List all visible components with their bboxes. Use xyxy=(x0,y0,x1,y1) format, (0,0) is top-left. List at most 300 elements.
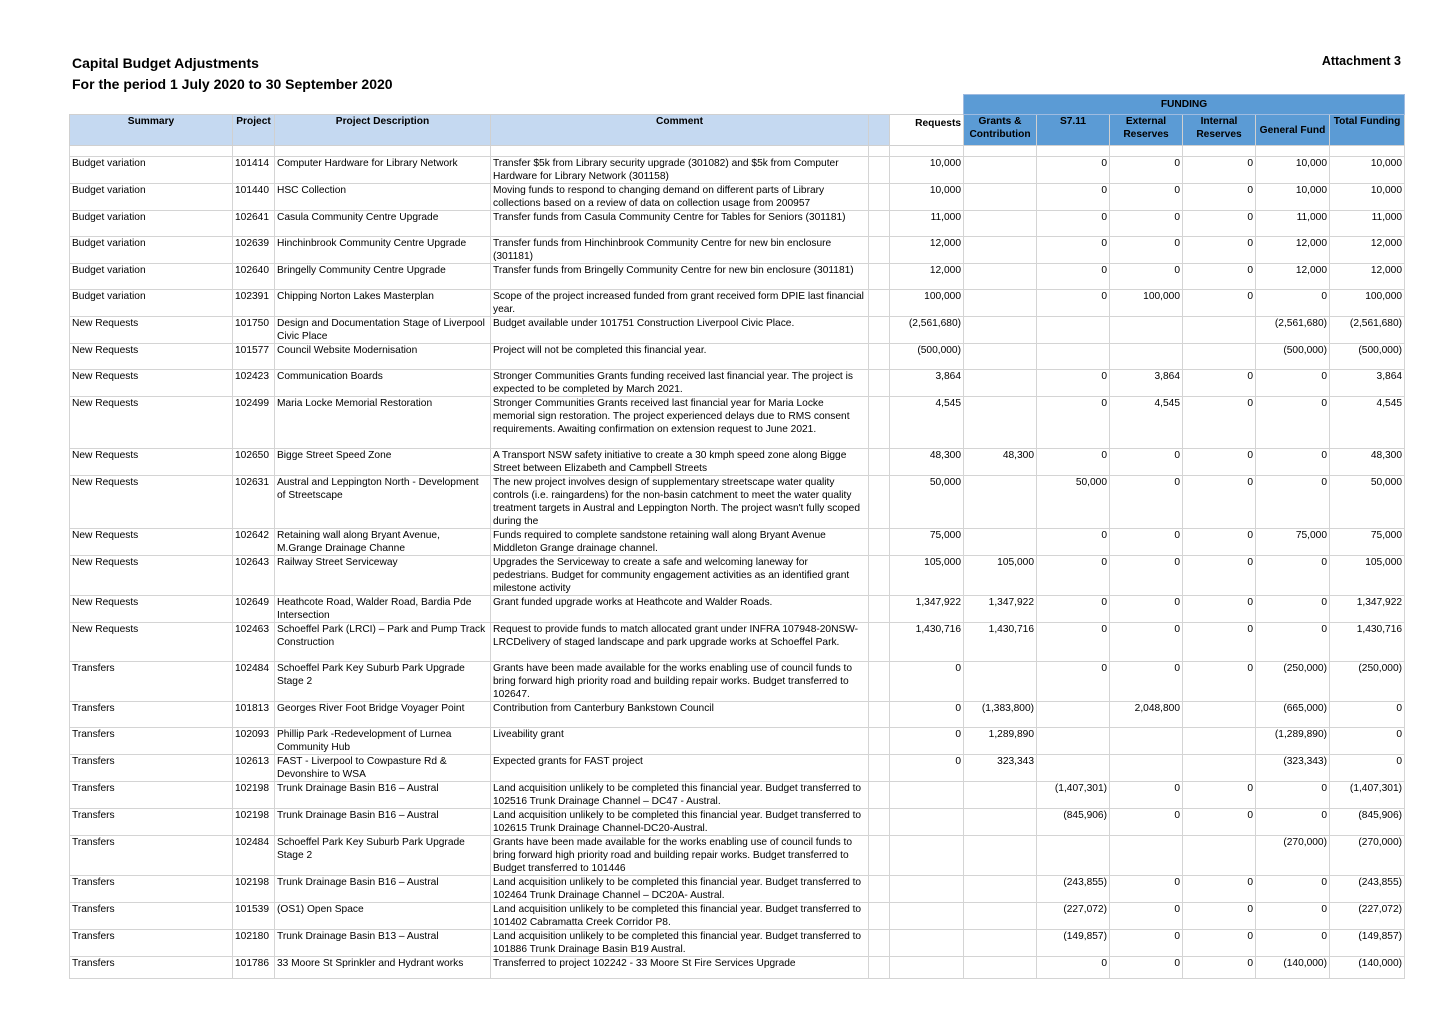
cell-s711: 0 xyxy=(1037,662,1110,702)
cell-grants: 1,430,716 xyxy=(964,623,1037,662)
col-grants: Grants & Contribution xyxy=(964,115,1037,146)
cell-summary: New Requests xyxy=(70,529,233,556)
cell-total: 75,000 xyxy=(1330,529,1405,556)
cell-description: Communication Boards xyxy=(275,370,491,397)
cell-requests: (2,561,680) xyxy=(890,317,964,344)
cell-grants xyxy=(964,237,1037,264)
cell-project: 102499 xyxy=(233,397,275,449)
cell-external: 0 xyxy=(1110,876,1183,903)
cell-comment: Transfer funds from Bringelly Community Centre for new bin enclosure (301181) xyxy=(491,264,869,290)
cell-total: (140,000) xyxy=(1330,957,1405,979)
cell-internal: 0 xyxy=(1183,930,1256,957)
cell-comment: Stronger Communities Grants received last financial year for Maria Locke memorial sign restoration. The project experienced delays due to RMS consent requirements. Awaiting confirmation on extension request to June 2021. xyxy=(491,397,869,449)
cell-total: (250,000) xyxy=(1330,662,1405,702)
table-row xyxy=(70,876,1405,903)
cell-grants xyxy=(964,476,1037,529)
cell-s711: 0 xyxy=(1037,596,1110,623)
cell-internal: 0 xyxy=(1183,157,1256,184)
cell-total: 0 xyxy=(1330,728,1405,755)
cell-requests xyxy=(890,876,964,903)
cell-grants xyxy=(964,184,1037,211)
cell-total: 12,000 xyxy=(1330,237,1405,264)
cell-summary: Transfers xyxy=(70,809,233,836)
cell-description: Chipping Norton Lakes Masterplan xyxy=(275,290,491,317)
cell-requests: 50,000 xyxy=(890,476,964,529)
table-row xyxy=(70,930,1405,957)
cell-summary: Budget variation xyxy=(70,290,233,317)
cell-internal: 0 xyxy=(1183,397,1256,449)
table-row xyxy=(70,317,1405,344)
cell-spacer xyxy=(869,930,890,957)
cell-project: 102391 xyxy=(233,290,275,317)
cell-general: (250,000) xyxy=(1256,662,1330,702)
cell-internal: 0 xyxy=(1183,529,1256,556)
col-internal: Internal Reserves xyxy=(1183,115,1256,146)
cell-external: 0 xyxy=(1110,957,1183,979)
table-row xyxy=(70,370,1405,397)
cell-description: Schoeffel Park Key Suburb Park Upgrade Stage 2 xyxy=(275,662,491,702)
budget-table xyxy=(69,94,1405,979)
cell-s711 xyxy=(1037,836,1110,876)
cell-grants: 48,300 xyxy=(964,449,1037,476)
col-external: External Reserves xyxy=(1110,115,1183,146)
cell-internal xyxy=(1183,344,1256,370)
cell-spacer xyxy=(869,476,890,529)
cell-comment: Transferred to project 102242 - 33 Moore St Fire Services Upgrade xyxy=(491,957,869,979)
cell-general: (270,000) xyxy=(1256,836,1330,876)
cell-general: 75,000 xyxy=(1256,529,1330,556)
cell-project: 102463 xyxy=(233,623,275,662)
cell-spacer xyxy=(869,596,890,623)
cell-summary: New Requests xyxy=(70,397,233,449)
cell-spacer xyxy=(869,556,890,596)
cell-grants xyxy=(964,957,1037,979)
cell-comment: Contribution from Canterbury Bankstown Council xyxy=(491,702,869,728)
cell-s711: (227,072) xyxy=(1037,903,1110,930)
col-total: Total Funding xyxy=(1330,115,1405,146)
cell-summary: New Requests xyxy=(70,449,233,476)
cell-requests: 3,864 xyxy=(890,370,964,397)
cell-comment: Land acquisition unlikely to be completed this financial year. Budget transferred to 101402 Cabramatta Creek Corridor P8. xyxy=(491,903,869,930)
cell-total: 50,000 xyxy=(1330,476,1405,529)
cell-spacer xyxy=(869,184,890,211)
cell-summary: New Requests xyxy=(70,556,233,596)
cell-requests xyxy=(890,903,964,930)
cell-description: Austral and Leppington North - Development of Streetscape xyxy=(275,476,491,529)
cell-description: 33 Moore St Sprinkler and Hydrant works xyxy=(275,957,491,979)
column-header-row xyxy=(70,115,1405,146)
cell-project: 102198 xyxy=(233,782,275,809)
cell-general: 0 xyxy=(1256,930,1330,957)
cell-external xyxy=(1110,836,1183,876)
cell-total: 10,000 xyxy=(1330,157,1405,184)
cell-general: 0 xyxy=(1256,809,1330,836)
cell-s711: 0 xyxy=(1037,157,1110,184)
cell-external: 0 xyxy=(1110,809,1183,836)
cell-summary: Transfers xyxy=(70,903,233,930)
cell-external: 0 xyxy=(1110,903,1183,930)
cell-grants: (1,383,800) xyxy=(964,702,1037,728)
cell-total: 3,864 xyxy=(1330,370,1405,397)
cell-general: 0 xyxy=(1256,476,1330,529)
cell-description: Georges River Foot Bridge Voyager Point xyxy=(275,702,491,728)
cell-project: 102643 xyxy=(233,556,275,596)
cell-requests xyxy=(890,957,964,979)
cell-external: 100,000 xyxy=(1110,290,1183,317)
table-row xyxy=(70,449,1405,476)
cell-internal: 0 xyxy=(1183,556,1256,596)
cell-external: 3,864 xyxy=(1110,370,1183,397)
cell-requests: 0 xyxy=(890,728,964,755)
cell-external xyxy=(1110,755,1183,782)
report-title: Capital Budget Adjustments xyxy=(72,55,259,71)
cell-internal: 0 xyxy=(1183,264,1256,290)
cell-project: 102423 xyxy=(233,370,275,397)
cell-internal: 0 xyxy=(1183,476,1256,529)
cell-grants xyxy=(964,903,1037,930)
cell-total: (270,000) xyxy=(1330,836,1405,876)
col-comment: Comment xyxy=(491,115,869,146)
cell-internal: 0 xyxy=(1183,903,1256,930)
cell-total: 48,300 xyxy=(1330,449,1405,476)
header-gap-row xyxy=(70,146,1405,157)
cell-general: 0 xyxy=(1256,290,1330,317)
cell-requests: 1,347,922 xyxy=(890,596,964,623)
cell-requests: 12,000 xyxy=(890,264,964,290)
cell-spacer xyxy=(869,211,890,237)
cell-external xyxy=(1110,728,1183,755)
cell-spacer xyxy=(869,957,890,979)
cell-s711: 0 xyxy=(1037,370,1110,397)
cell-s711: (243,855) xyxy=(1037,876,1110,903)
cell-grants xyxy=(964,397,1037,449)
cell-requests: (500,000) xyxy=(890,344,964,370)
cell-comment: Upgrades the Serviceway to create a safe and welcoming laneway for pedestrians. Budget for community engagement activities as an identified grant milestone activity xyxy=(491,556,869,596)
cell-requests: 75,000 xyxy=(890,529,964,556)
table-row xyxy=(70,344,1405,370)
cell-description: Council Website Modernisation xyxy=(275,344,491,370)
cell-general: 0 xyxy=(1256,782,1330,809)
cell-grants xyxy=(964,836,1037,876)
cell-external: 0 xyxy=(1110,782,1183,809)
cell-summary: Budget variation xyxy=(70,157,233,184)
cell-s711: 0 xyxy=(1037,184,1110,211)
cell-description: Casula Community Centre Upgrade xyxy=(275,211,491,237)
cell-spacer xyxy=(869,397,890,449)
cell-total: (227,072) xyxy=(1330,903,1405,930)
cell-grants: 323,343 xyxy=(964,755,1037,782)
cell-summary: Budget variation xyxy=(70,237,233,264)
cell-comment: Liveability grant xyxy=(491,728,869,755)
cell-internal: 0 xyxy=(1183,184,1256,211)
cell-spacer xyxy=(869,370,890,397)
cell-grants xyxy=(964,662,1037,702)
table-row xyxy=(70,290,1405,317)
cell-description: HSC Collection xyxy=(275,184,491,211)
cell-description: Retaining wall along Bryant Avenue, M.Grange Drainage Channe xyxy=(275,529,491,556)
cell-requests: 10,000 xyxy=(890,157,964,184)
cell-summary: Transfers xyxy=(70,957,233,979)
cell-spacer xyxy=(869,157,890,184)
cell-s711: (1,407,301) xyxy=(1037,782,1110,809)
col-summary: Summary xyxy=(70,115,233,146)
cell-comment: The new project involves design of supplementary streetscape water quality controls (i.e. raingardens) for the non-basin catchment to meet the water quality treatment targets in Austral and Leppington North. The project wasn't fully scoped during the xyxy=(491,476,869,529)
table-row xyxy=(70,662,1405,702)
cell-grants xyxy=(964,344,1037,370)
cell-project: 101786 xyxy=(233,957,275,979)
table-row xyxy=(70,728,1405,755)
cell-total: 12,000 xyxy=(1330,264,1405,290)
cell-general: 0 xyxy=(1256,623,1330,662)
table-row xyxy=(70,782,1405,809)
cell-s711: 0 xyxy=(1037,290,1110,317)
cell-grants xyxy=(964,211,1037,237)
cell-project: 101539 xyxy=(233,903,275,930)
cell-description: Schoeffel Park (LRCI) – Park and Pump Track Construction xyxy=(275,623,491,662)
cell-grants xyxy=(964,876,1037,903)
cell-spacer xyxy=(869,809,890,836)
cell-requests xyxy=(890,809,964,836)
cell-total: (2,561,680) xyxy=(1330,317,1405,344)
cell-comment: Land acquisition unlikely to be completed this financial year. Budget transferred to 102464 Trunk Drainage Channel – DC20A- Austral. xyxy=(491,876,869,903)
cell-total: 0 xyxy=(1330,702,1405,728)
cell-s711 xyxy=(1037,317,1110,344)
cell-spacer xyxy=(869,529,890,556)
cell-internal xyxy=(1183,702,1256,728)
cell-description: Hinchinbrook Community Centre Upgrade xyxy=(275,237,491,264)
cell-description: Trunk Drainage Basin B16 – Austral xyxy=(275,809,491,836)
cell-summary: New Requests xyxy=(70,317,233,344)
cell-general: 0 xyxy=(1256,449,1330,476)
report-period: For the period 1 July 2020 to 30 September 2020 xyxy=(72,76,393,92)
cell-external: 0 xyxy=(1110,449,1183,476)
cell-external: 0 xyxy=(1110,184,1183,211)
cell-grants xyxy=(964,157,1037,184)
attachment-label: Attachment 3 xyxy=(1321,54,1401,68)
cell-comment: Land acquisition unlikely to be completed this financial year. Budget transferred to 102615 Trunk Drainage Channel-DC20-Austral. xyxy=(491,809,869,836)
cell-external: 0 xyxy=(1110,623,1183,662)
col-spacer xyxy=(869,115,890,146)
cell-internal: 0 xyxy=(1183,211,1256,237)
cell-project: 101577 xyxy=(233,344,275,370)
table-row xyxy=(70,903,1405,930)
cell-project: 102180 xyxy=(233,930,275,957)
cell-requests: 105,000 xyxy=(890,556,964,596)
cell-internal xyxy=(1183,728,1256,755)
col-description: Project Description xyxy=(275,115,491,146)
cell-requests: 0 xyxy=(890,755,964,782)
cell-total: 11,000 xyxy=(1330,211,1405,237)
cell-project: 102642 xyxy=(233,529,275,556)
cell-comment: Scope of the project increased funded from grant received form DPIE last financial year. xyxy=(491,290,869,317)
cell-internal: 0 xyxy=(1183,782,1256,809)
cell-internal: 0 xyxy=(1183,809,1256,836)
cell-s711 xyxy=(1037,702,1110,728)
cell-internal: 0 xyxy=(1183,596,1256,623)
cell-external: 0 xyxy=(1110,529,1183,556)
cell-summary: Transfers xyxy=(70,836,233,876)
cell-requests xyxy=(890,782,964,809)
cell-s711: 0 xyxy=(1037,397,1110,449)
cell-project: 102484 xyxy=(233,836,275,876)
cell-grants xyxy=(964,370,1037,397)
cell-summary: New Requests xyxy=(70,623,233,662)
col-general: General Fund xyxy=(1256,115,1330,146)
cell-general: 0 xyxy=(1256,876,1330,903)
col-requests: Requests xyxy=(890,115,964,146)
cell-summary: New Requests xyxy=(70,370,233,397)
cell-project: 102093 xyxy=(233,728,275,755)
cell-total: 1,430,716 xyxy=(1330,623,1405,662)
cell-external: 0 xyxy=(1110,237,1183,264)
cell-description: Trunk Drainage Basin B13 – Austral xyxy=(275,930,491,957)
cell-description: (OS1) Open Space xyxy=(275,903,491,930)
cell-general: 10,000 xyxy=(1256,157,1330,184)
cell-internal: 0 xyxy=(1183,623,1256,662)
cell-grants xyxy=(964,290,1037,317)
cell-s711 xyxy=(1037,728,1110,755)
cell-requests: 0 xyxy=(890,662,964,702)
cell-project: 101414 xyxy=(233,157,275,184)
cell-spacer xyxy=(869,903,890,930)
cell-s711: 0 xyxy=(1037,264,1110,290)
cell-summary: Budget variation xyxy=(70,184,233,211)
cell-description: FAST - Liverpool to Cowpasture Rd & Devonshire to WSA xyxy=(275,755,491,782)
cell-s711: (845,906) xyxy=(1037,809,1110,836)
cell-total: (500,000) xyxy=(1330,344,1405,370)
cell-total: 0 xyxy=(1330,755,1405,782)
table-row xyxy=(70,755,1405,782)
cell-total: (845,906) xyxy=(1330,809,1405,836)
cell-general: 0 xyxy=(1256,596,1330,623)
cell-requests: 48,300 xyxy=(890,449,964,476)
cell-grants xyxy=(964,529,1037,556)
cell-general: (1,289,890) xyxy=(1256,728,1330,755)
table-row xyxy=(70,957,1405,979)
cell-comment: Expected grants for FAST project xyxy=(491,755,869,782)
cell-project: 102484 xyxy=(233,662,275,702)
cell-external: 4,545 xyxy=(1110,397,1183,449)
cell-external xyxy=(1110,317,1183,344)
cell-total: (1,407,301) xyxy=(1330,782,1405,809)
cell-spacer xyxy=(869,237,890,264)
cell-requests: 100,000 xyxy=(890,290,964,317)
cell-requests: 0 xyxy=(890,702,964,728)
cell-spacer xyxy=(869,662,890,702)
col-s711: S7.11 xyxy=(1037,115,1110,146)
cell-general: 0 xyxy=(1256,556,1330,596)
cell-requests: 1,430,716 xyxy=(890,623,964,662)
cell-grants xyxy=(964,930,1037,957)
cell-total: 105,000 xyxy=(1330,556,1405,596)
cell-external: 0 xyxy=(1110,930,1183,957)
cell-spacer xyxy=(869,290,890,317)
cell-summary: Budget variation xyxy=(70,264,233,290)
funding-header: FUNDING xyxy=(964,95,1405,115)
cell-total: 100,000 xyxy=(1330,290,1405,317)
cell-summary: New Requests xyxy=(70,596,233,623)
cell-external: 0 xyxy=(1110,556,1183,596)
cell-summary: Transfers xyxy=(70,662,233,702)
cell-project: 101813 xyxy=(233,702,275,728)
cell-project: 102631 xyxy=(233,476,275,529)
table-row xyxy=(70,237,1405,264)
cell-external: 0 xyxy=(1110,596,1183,623)
cell-summary: New Requests xyxy=(70,344,233,370)
table-row xyxy=(70,264,1405,290)
cell-description: Bigge Street Speed Zone xyxy=(275,449,491,476)
cell-description: Heathcote Road, Walder Road, Bardia Pde Intersection xyxy=(275,596,491,623)
cell-requests: 11,000 xyxy=(890,211,964,237)
cell-general: (665,000) xyxy=(1256,702,1330,728)
cell-external: 0 xyxy=(1110,157,1183,184)
cell-summary: Transfers xyxy=(70,702,233,728)
cell-external: 2,048,800 xyxy=(1110,702,1183,728)
cell-grants xyxy=(964,809,1037,836)
cell-project: 101440 xyxy=(233,184,275,211)
cell-project: 102613 xyxy=(233,755,275,782)
cell-general: (2,561,680) xyxy=(1256,317,1330,344)
cell-spacer xyxy=(869,755,890,782)
cell-comment: Transfer funds from Casula Community Centre for Tables for Seniors (301181) xyxy=(491,211,869,237)
table-row xyxy=(70,397,1405,449)
cell-spacer xyxy=(869,876,890,903)
cell-s711: 0 xyxy=(1037,957,1110,979)
cell-spacer xyxy=(869,264,890,290)
cell-description: Phillip Park -Redevelopment of Lurnea Community Hub xyxy=(275,728,491,755)
cell-total: 1,347,922 xyxy=(1330,596,1405,623)
cell-s711: (149,857) xyxy=(1037,930,1110,957)
cell-project: 102641 xyxy=(233,211,275,237)
cell-comment: Request to provide funds to match allocated grant under INFRA 107948-20NSW-LRCDelivery of staged landscape and park upgrade works at Schoeffel Park. xyxy=(491,623,869,662)
cell-s711 xyxy=(1037,344,1110,370)
cell-description: Trunk Drainage Basin B16 – Austral xyxy=(275,782,491,809)
cell-grants xyxy=(964,782,1037,809)
table-row xyxy=(70,157,1405,184)
cell-description: Trunk Drainage Basin B16 – Austral xyxy=(275,876,491,903)
table-body xyxy=(70,157,1405,979)
table-row xyxy=(70,596,1405,623)
cell-internal: 0 xyxy=(1183,237,1256,264)
table-row xyxy=(70,529,1405,556)
cell-spacer xyxy=(869,782,890,809)
table-row xyxy=(70,184,1405,211)
cell-general: (140,000) xyxy=(1256,957,1330,979)
cell-external xyxy=(1110,344,1183,370)
cell-comment: Budget available under 101751 Construction Liverpool Civic Place. xyxy=(491,317,869,344)
cell-s711: 0 xyxy=(1037,623,1110,662)
cell-general: 0 xyxy=(1256,397,1330,449)
cell-requests: 4,545 xyxy=(890,397,964,449)
table-row xyxy=(70,556,1405,596)
cell-internal: 0 xyxy=(1183,876,1256,903)
table-row xyxy=(70,476,1405,529)
cell-summary: Transfers xyxy=(70,755,233,782)
cell-s711: 0 xyxy=(1037,237,1110,264)
cell-internal: 0 xyxy=(1183,290,1256,317)
cell-project: 102198 xyxy=(233,809,275,836)
cell-internal xyxy=(1183,836,1256,876)
cell-comment: Grant funded upgrade works at Heathcote and Walder Roads. xyxy=(491,596,869,623)
cell-requests xyxy=(890,930,964,957)
cell-comment: A Transport NSW safety initiative to create a 30 kmph speed zone along Bigge Street between Elizabeth and Campbell Streets xyxy=(491,449,869,476)
cell-description: Bringelly Community Centre Upgrade xyxy=(275,264,491,290)
cell-spacer xyxy=(869,449,890,476)
cell-requests: 10,000 xyxy=(890,184,964,211)
cell-comment: Grants have been made available for the works enabling use of council funds to bring forward high priority road and building repair works. Budget transferred to Budget transferred to 101446 xyxy=(491,836,869,876)
cell-general: 10,000 xyxy=(1256,184,1330,211)
cell-internal xyxy=(1183,317,1256,344)
